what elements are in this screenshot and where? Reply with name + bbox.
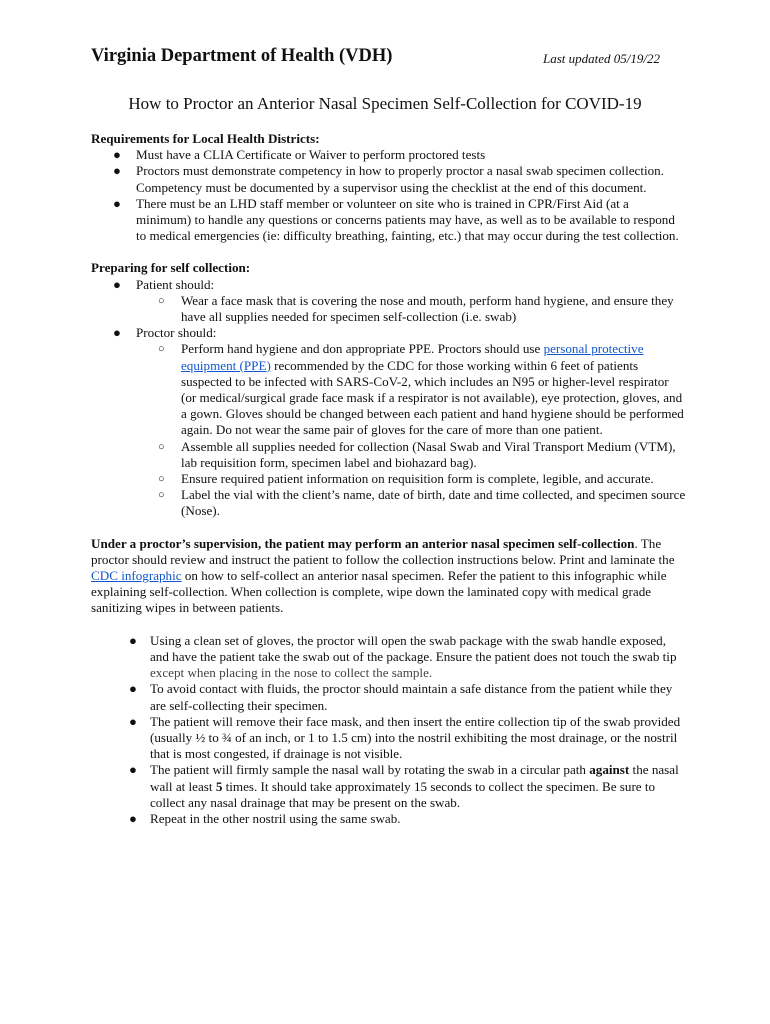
patient-sublist bbox=[91, 293, 687, 325]
supervision-paragraph: Under a proctor’s supervision, the patient may perform an anterior nasal specimen self-collection. The proctor should review and instruct the patient to follow the collection instructions below. Print and laminate the CDC infographic on how to self-collect an anterior nasal specimen. Refer the patient to this infographic while explaining self-collection. When collection is complete, wipe down the laminated copy with medical grade sanitizing wipes in between patients. bbox=[91, 535, 675, 616]
requirements-heading: Requirements for Local Health Districts: bbox=[91, 131, 320, 146]
bullet-icon: ● bbox=[129, 713, 137, 729]
proctor-label: Proctor should: bbox=[136, 325, 217, 341]
list-item: ○ Perform hand hygiene and don appropriate PPE. Proctors should use personal protective equipment (PPE) recommended by the CDC for those working within 6 feet of patients suspected to be infected with SARS-CoV-2, which includes an N95 or higher-level respirator (or medical/surgical grade face mask if a respirator is not available), eye protection, gloves, and a gown. Gloves should be changed between each patient and hand hygiene should be performed again. Do not wear the same pair of gloves for the care of more than one patient. bbox=[158, 341, 684, 438]
list-item: ● Repeat in the other nostril using the same swab. bbox=[129, 810, 401, 826]
circle-bullet-icon: ○ bbox=[158, 440, 165, 453]
cdc-infographic-link[interactable]: CDC infographic bbox=[91, 568, 182, 584]
list-item: ● The patient will remove their face mask, and then insert the entire collection tip of the swab provided (usually ½ to ¾ of an inch, or 1 to 1.5 cm) into the nostril exhibiting the most drainage, or the nostril that is most congested, if drainage is not visible. bbox=[129, 713, 681, 762]
list-item bbox=[91, 277, 687, 293]
preparing-list bbox=[91, 277, 687, 293]
page-header bbox=[91, 46, 691, 72]
circle-bullet-icon: ○ bbox=[158, 343, 165, 356]
bullet-icon: ● bbox=[129, 762, 137, 778]
bullet-icon: ● bbox=[113, 325, 121, 341]
list-item: ○ Ensure required patient information on requisition form is complete, legible, and accurate. bbox=[158, 471, 654, 487]
list-item: ● To avoid contact with fluids, the proctor should maintain a safe distance from the patient while they are self-collecting their specimen. bbox=[129, 681, 673, 713]
list-item: ○ Assemble all supplies needed for collection (Nasal Swab and Viral Transport Medium (VTM), lab requisition form, specimen label and biohazard bag). bbox=[158, 438, 676, 470]
list-item: ● The patient will firmly sample the nasal wall by rotating the swab in a circular path against the nasal wall at least 5 times. It should take approximately 15 seconds to collect the specimen. Be sure to collect any nasal drainage that may be present on the swab. bbox=[129, 762, 679, 810]
ppe-link[interactable]: personal protective equipment (PPE) bbox=[181, 341, 644, 373]
document-body bbox=[91, 131, 687, 827]
list-item: ● Proctors must demonstrate competency in how to properly proctor a nasal swab specimen collection. Competency must be documented by a supervisor using the checklist at the end of this document. bbox=[113, 163, 664, 195]
collection-steps-list bbox=[91, 633, 687, 827]
bullet-icon: ● bbox=[129, 810, 137, 826]
list-item: ● There must be an LHD staff member or volunteer on site who is trained in CPR/First Aid (at a minimum) to handle any questions or concerns patients may have, as well as to be available to respond to medical emergencies (ie: difficulty breathing, fainting, etc.) that may occur during the test collection. bbox=[113, 195, 679, 244]
document-title: How to Proctor an Anterior Nasal Specimen Self-Collection for COVID-19 bbox=[128, 94, 642, 113]
bullet-icon: ● bbox=[129, 632, 137, 648]
list-item bbox=[91, 325, 687, 341]
requirements-list bbox=[91, 147, 687, 244]
patient-label: Patient should: bbox=[136, 276, 215, 292]
bullet-icon: ● bbox=[113, 195, 121, 211]
preparing-heading: Preparing for self collection: bbox=[91, 260, 251, 276]
circle-bullet-icon: ○ bbox=[158, 294, 165, 307]
list-item: ● Using a clean set of gloves, the proctor will open the swab package with the swab handle exposed, and have the patient take the swab out of the package. Ensure the patient does not touch the swab tip except when placing in the nose to collect the sample. bbox=[129, 632, 677, 681]
organization-name: Virginia Department of Health (VDH) bbox=[91, 46, 393, 66]
list-item: ○ Label the vial with the client’s name, date of birth, date and time collected, and specimen source (Nose). bbox=[158, 487, 686, 519]
bullet-icon: ● bbox=[113, 276, 121, 292]
circle-bullet-icon: ○ bbox=[158, 489, 165, 502]
circle-bullet-icon: ○ bbox=[158, 473, 165, 486]
list-item: ● Must have a CLIA Certificate or Waiver to perform proctored tests bbox=[113, 147, 486, 163]
bullet-icon: ● bbox=[113, 163, 121, 179]
list-item: ○ Wear a face mask that is covering the nose and mouth, perform hand hygiene, and ensure they have all supplies needed for specimen self-collection (i.e. swab) bbox=[158, 292, 674, 325]
bullet-icon: ● bbox=[113, 147, 121, 163]
last-updated: Last updated 05/19/22 bbox=[543, 51, 661, 66]
proctor-sublist bbox=[91, 341, 687, 519]
bullet-icon: ● bbox=[129, 681, 137, 697]
